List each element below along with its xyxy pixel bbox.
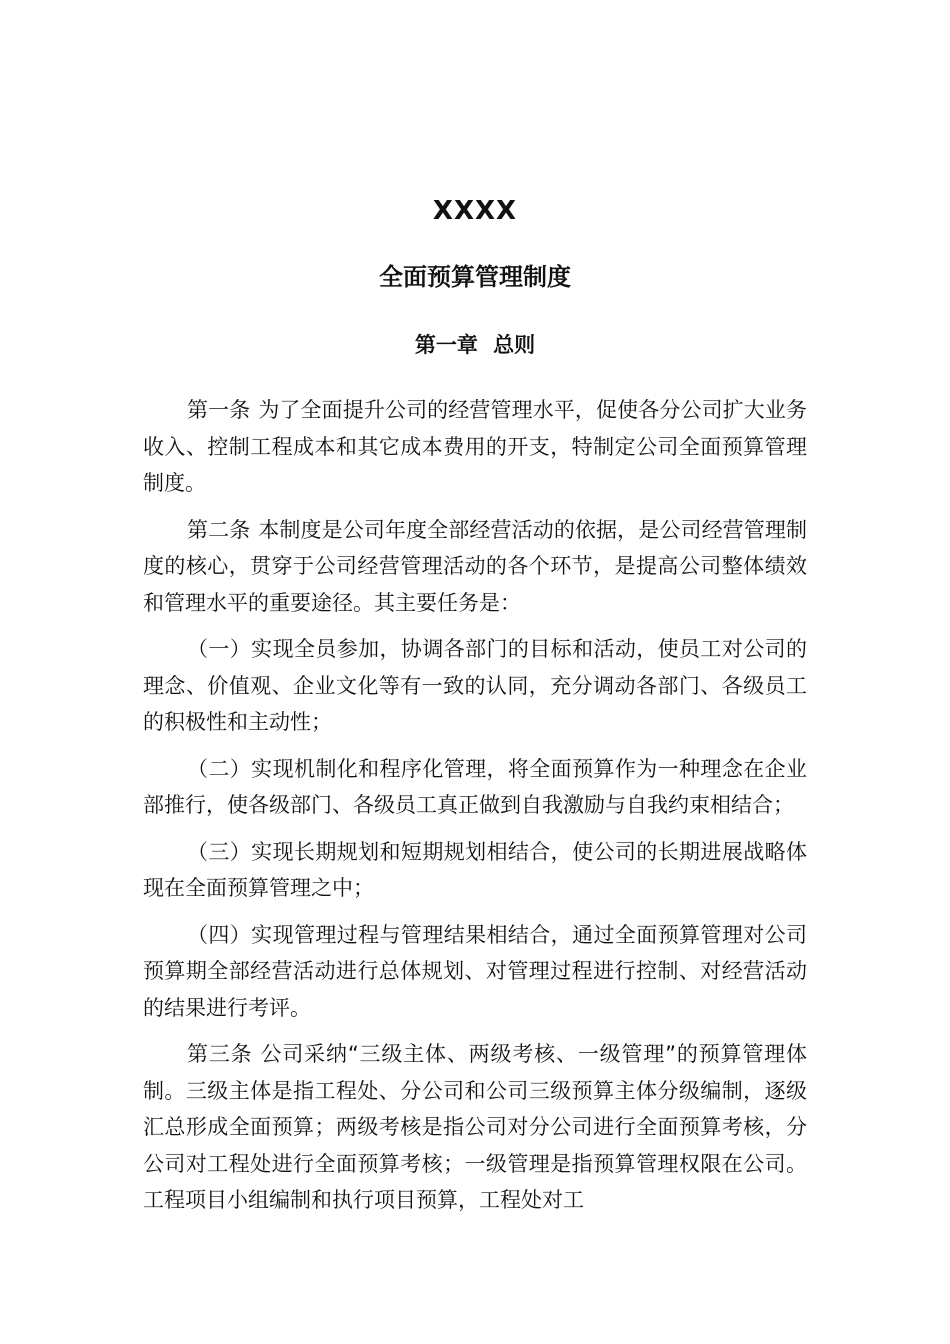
task-item-1 [143, 631, 807, 741]
article-text: 为了全面提升公司的经营管理水平，促使各分公司扩大业务收入、控制工程成本和其它成本费用的开支，特制定公司全面预算管理制度。 [143, 398, 808, 495]
task-text: （二）实现机制化和程序化管理，将全面预算作为一种理念在企业部推行，使各级部门、各级员工真正做到自我激励与自我约束相结合； [143, 756, 807, 817]
article-number: 第三条 [187, 1042, 253, 1066]
document-title: 全面预算管理制度 [379, 263, 571, 291]
task-text: （三）实现长期规划和短期规划相结合，使公司的长期进展战略体现在全面预算管理之中； [143, 839, 807, 900]
article-number: 第一条 [187, 398, 251, 422]
article-text: 公司采纳“三级主体、两级考核、一级管理”的预算管理体制。三级主体是指工程处、分公司和公司三级预算主体分级编制，逐级汇总形成全面预算；两级考核是指公司对分公司进行全面预算考核，分公司对工程处进行全面预算考核；一级管理是指预算管理权限在公司。工程项目小组编制和执行项目预算，工程处对工 [143, 1042, 808, 1212]
article-text: 本制度是公司年度全部经营活动的依据，是公司经营管理制度的核心，贯穿于公司经营管理活动的各个环节，是提高公司整体绩效和管理水平的重要途径。其主要任务是： [143, 517, 808, 615]
organization-name: XXXX [432, 196, 518, 226]
task-item-2 [143, 751, 807, 824]
article-number: 第二条 [187, 517, 251, 542]
task-text: （四）实现管理过程与管理结果相结合，通过全面预算管理对公司预算期全部经营活动进行总体规划、对管理过程进行控制、对经营活动的结果进行考评。 [143, 922, 807, 1020]
task-item-4 [143, 917, 807, 1027]
chapter-heading: 第一章 总则 [414, 333, 536, 357]
article-1 [143, 392, 807, 502]
article-2 [143, 512, 807, 622]
task-item-3 [143, 834, 807, 907]
document-body [143, 392, 807, 1229]
task-text: （一）实现全员参加，协调各部门的目标和活动，使员工对公司的理念、价值观、企业文化等有一致的认同，充分调动各部门、各级员工的积极性和主动性； [143, 637, 807, 734]
article-3 [143, 1036, 807, 1219]
